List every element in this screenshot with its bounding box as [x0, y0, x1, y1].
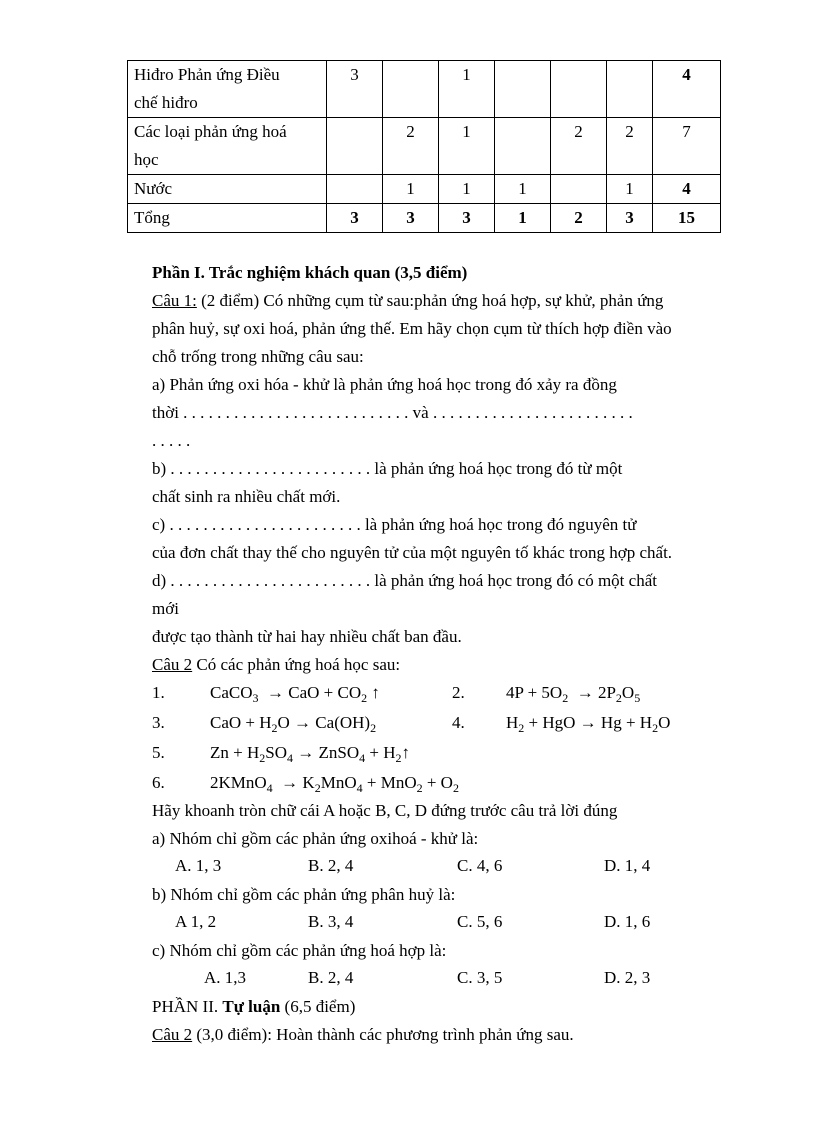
q1-b-line1: b) . . . . . . . . . . . . . . . . . . . . . . . . là phản ứng hoá học trong đó từ một: [152, 459, 623, 478]
reaction-5-number: 5.: [152, 743, 165, 762]
table-topic-text: Tổng: [134, 208, 170, 227]
q2-c-option-a[interactable]: A. 1,3: [204, 968, 247, 987]
q1-c-line2: của đơn chất thay thế cho nguyên tử của một nguyên tố khác trong hợp chất.: [152, 543, 673, 562]
table-value-cell: 4: [653, 175, 721, 204]
table-value-cell: [607, 61, 653, 118]
table-value-cell: 3: [383, 204, 439, 233]
reaction-2-equation: $4P + 5O_2 \to 2P_2O_5$: [506, 683, 641, 705]
q1-d-line1: d) . . . . . . . . . . . . . . . . . . . . . . . . là phản ứng hoá học trong đó có một chất: [152, 571, 657, 590]
q2-a-question: a) Nhóm chỉ gồm các phản ứng oxihoá - khử là:: [152, 829, 479, 848]
table-value-cell: 2: [607, 118, 653, 175]
table-value-cell: 4: [653, 61, 721, 118]
reaction-3-number: 3.: [152, 713, 165, 732]
q1-intro-line1: Câu 1: (2 điểm) Có những cụm từ sau:phản ứng hoá hợp, sự khử, phản ứng: [152, 291, 664, 310]
q2-a-option-d[interactable]: D. 1, 4: [604, 856, 651, 875]
table-value-cell: 3: [327, 204, 383, 233]
table-value-cell: 1: [607, 175, 653, 204]
table-topic-cell: [128, 175, 327, 204]
q1-a-line1: a) Phản ứng oxi hóa - khử là phản ứng hoá học trong đó xảy ra đồng: [152, 375, 617, 394]
reaction-2-number: 2.: [452, 683, 465, 702]
table-value-cell: 1: [439, 61, 495, 118]
q2-a-option-c[interactable]: C. 4, 6: [457, 856, 503, 875]
table-value-cell: [327, 175, 383, 204]
reaction-6-number: 6.: [152, 773, 165, 792]
q2-instruction: Hãy khoanh tròn chữ cái A hoặc B, C, D đứng trước câu trả lời đúng: [152, 801, 618, 820]
q1-intro-line3: chỗ trống trong những câu sau:: [152, 347, 364, 366]
q2-a-option-a[interactable]: A. 1, 3: [175, 856, 222, 875]
q1-b-line2: chất sinh ra nhiều chất mới.: [152, 487, 341, 506]
table-value-cell: 3: [327, 61, 383, 118]
table-topic-text: chế hiđro: [134, 93, 198, 112]
table-row: [128, 61, 721, 118]
table-value-cell: 3: [607, 204, 653, 233]
table-topic-text: học: [134, 150, 159, 169]
reaction-6-equation: 2KMnO$_4$ → $K_2MnO_4 + MnO_2 + O_2$: [210, 773, 459, 795]
table-topic-cell: [128, 61, 327, 118]
table-value-cell: 2: [383, 118, 439, 175]
table-topic-cell: [128, 204, 327, 233]
part2-heading: PHẦN II. Tự luận (6,5 điểm): [152, 997, 356, 1016]
q2-c-question: c) Nhóm chỉ gồm các phản ứng hoá hợp là:: [152, 941, 447, 960]
table-value-cell: [327, 118, 383, 175]
q2-b-question: b) Nhóm chỉ gồm các phản ứng phân huỷ là:: [152, 885, 456, 904]
table-value-cell: [551, 61, 607, 118]
matrix-table: [127, 60, 721, 233]
reaction-4-number: 4.: [452, 713, 465, 732]
q2-c-option-d[interactable]: D. 2, 3: [604, 968, 651, 987]
table-value-cell: 7: [653, 118, 721, 175]
table-value-cell: [495, 118, 551, 175]
q2-b-option-c[interactable]: C. 5, 6: [457, 912, 503, 931]
table-value-cell: 2: [551, 118, 607, 175]
table-topic-cell: [128, 118, 327, 175]
reaction-4-equation: $H_2$ + HgO → $Hg + H_2O$: [506, 713, 671, 735]
reaction-3-equation: CaO + $H_2O \to Ca(OH)_2$: [210, 713, 377, 735]
table-value-cell: [495, 61, 551, 118]
q1-a-line3: . . . . .: [152, 431, 191, 450]
table-value-cell: 1: [495, 175, 551, 204]
table-row: [128, 175, 721, 204]
part2-q2: Câu 2 (3,0 điểm): Hoàn thành các phương trình phản ứng sau.: [152, 1025, 574, 1044]
q1-intro-line2: phân huỷ, sự oxi hoá, phản ứng thế. Em hãy chọn cụm từ thích hợp điền vào: [152, 319, 672, 338]
table-value-cell: 1: [495, 204, 551, 233]
q1-d-line3: được tạo thành từ hai hay nhiều chất ban đầu.: [152, 627, 462, 646]
table-value-cell: [551, 175, 607, 204]
part1-heading: Phần I. Trắc nghiệm khách quan (3,5 điểm): [152, 263, 468, 282]
q2-a-option-b[interactable]: B. 2, 4: [308, 856, 354, 875]
q1-d-line2: mới: [152, 599, 179, 618]
q2-c-option-c[interactable]: C. 3, 5: [457, 968, 503, 987]
q2-intro: Câu 2 Có các phản ứng hoá học sau:: [152, 655, 401, 674]
table-value-cell: 15: [653, 204, 721, 233]
table-topic-text: Nước: [134, 179, 173, 198]
reaction-5-equation: $Zn + H_2SO_4$ → ZnSO$_4$ + $H_2↑$: [210, 743, 410, 765]
table-value-cell: 3: [439, 204, 495, 233]
table-value-cell: 1: [383, 175, 439, 204]
table-row: [128, 204, 721, 233]
q1-c-line1: c) . . . . . . . . . . . . . . . . . . . . . . . là phản ứng hoá học trong đó nguyên tử: [152, 515, 637, 534]
q1-a-line2: thời . . . . . . . . . . . . . . . . . . . . . . . . . . . và . . . . . . . . . . . . . . . . . . . . . . . .: [152, 403, 633, 422]
table-value-cell: [383, 61, 439, 118]
table-value-cell: 1: [439, 175, 495, 204]
reaction-1-number: 1.: [152, 683, 165, 702]
table-value-cell: 2: [551, 204, 607, 233]
table-topic-text: Các loại phản ứng hoá: [134, 122, 287, 141]
q2-c-option-b[interactable]: B. 2, 4: [308, 968, 354, 987]
table-topic-text: Hiđro Phản ứng Điều: [134, 65, 280, 84]
q2-b-option-b[interactable]: B. 3, 4: [308, 912, 354, 931]
q2-b-option-d[interactable]: D. 1, 6: [604, 912, 651, 931]
reaction-1-equation: CaCO$_3$ → CaO + $CO_2$ ↑: [210, 683, 380, 705]
table-value-cell: 1: [439, 118, 495, 175]
table-row: [128, 118, 721, 175]
q2-b-option-a[interactable]: A 1, 2: [175, 912, 217, 931]
